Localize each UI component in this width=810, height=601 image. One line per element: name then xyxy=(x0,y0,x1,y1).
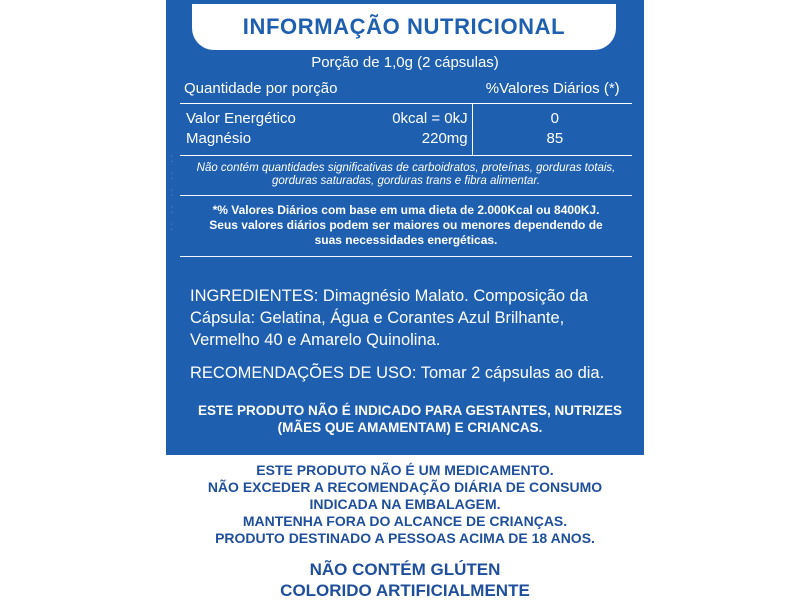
note-daily-values: *% Valores Diários com base em uma dieta de 2.000Kcal ou 8400KJ. Seus valores diários podem ser maiores ou menores dependendo de suas necessidades energéticas. xyxy=(209,203,603,247)
table-row xyxy=(180,109,632,129)
disclaimer-line: NÃO EXCEDER A RECOMENDAÇÃO DIÁRIA DE CONSUMO xyxy=(207,479,603,495)
nutrient-name: Valor Energético xyxy=(186,110,296,127)
disclaimer-line: ESTE PRODUTO NÃO É UM MEDICAMENTO. xyxy=(256,462,554,478)
table-row xyxy=(180,129,632,149)
table-header-daily-values: %Valores Diários (*) xyxy=(485,80,620,97)
warning-line: ESTE PRODUTO NÃO É INDICADO PARA GESTANTES, NUTRIZES xyxy=(197,403,623,418)
nutrition-title-pill xyxy=(192,4,616,50)
portion-text: Porção de 1,0g (2 cápsulas) xyxy=(311,54,499,71)
disclaimer-line: INDICADA NA EMBALAGEM. xyxy=(309,496,501,512)
disclaimer-line: MANTENHA FORA DO ALCANCE DE CRIANÇAS. xyxy=(242,513,568,529)
nutrition-table xyxy=(180,80,632,257)
table-body xyxy=(180,104,632,155)
decorative-marks: : : : : : xyxy=(170,151,174,233)
claim-line: COLORIDO ARTIFICIALMENTE xyxy=(280,581,530,600)
table-rule-final xyxy=(180,256,632,257)
recommendation-text: RECOMENDAÇÕES DE USO: Tomar 2 cápsulas ao dia. xyxy=(190,364,605,382)
disclaimer-line: PRODUTO DESTINADO A PESSOAS ACIMA DE 18 ANOS. xyxy=(215,530,595,546)
nutrient-daily-value: 85 xyxy=(546,130,564,147)
nutrient-daily-value: 0 xyxy=(550,110,559,127)
warning-line: (MÃES QUE AMAMENTAM) E CRIANCAS. xyxy=(277,420,543,435)
note-insignificant-amounts: Não contém quantidades significativas de carboidratos, proteínas, gorduras totais, gorduras saturadas, gorduras trans e fibra alimentar. xyxy=(196,162,616,187)
outer-disclaimer xyxy=(150,462,660,601)
page-title: INFORMAÇÃO NUTRICIONAL xyxy=(242,14,566,39)
table-header-row xyxy=(180,80,632,103)
table-rule-bottom xyxy=(180,195,632,196)
nutrient-amount: 220mg xyxy=(421,130,468,147)
nutrient-name: Magnésio xyxy=(186,130,252,147)
ingredients-text: INGREDIENTES: Dimagnésio Malato. Composição da Cápsula: Gelatina, Água e Corantes Azul Brilhante, Vermelho 40 e Amarelo Quinolina. xyxy=(190,287,588,349)
table-header-quantity: Quantidade por porção xyxy=(184,80,338,97)
warning-text xyxy=(186,402,634,436)
nutrient-amount: 0kcal = 0kJ xyxy=(392,110,468,127)
claim-line: NÃO CONTÉM GLÚTEN xyxy=(309,560,501,579)
table-column-divider xyxy=(472,104,473,155)
